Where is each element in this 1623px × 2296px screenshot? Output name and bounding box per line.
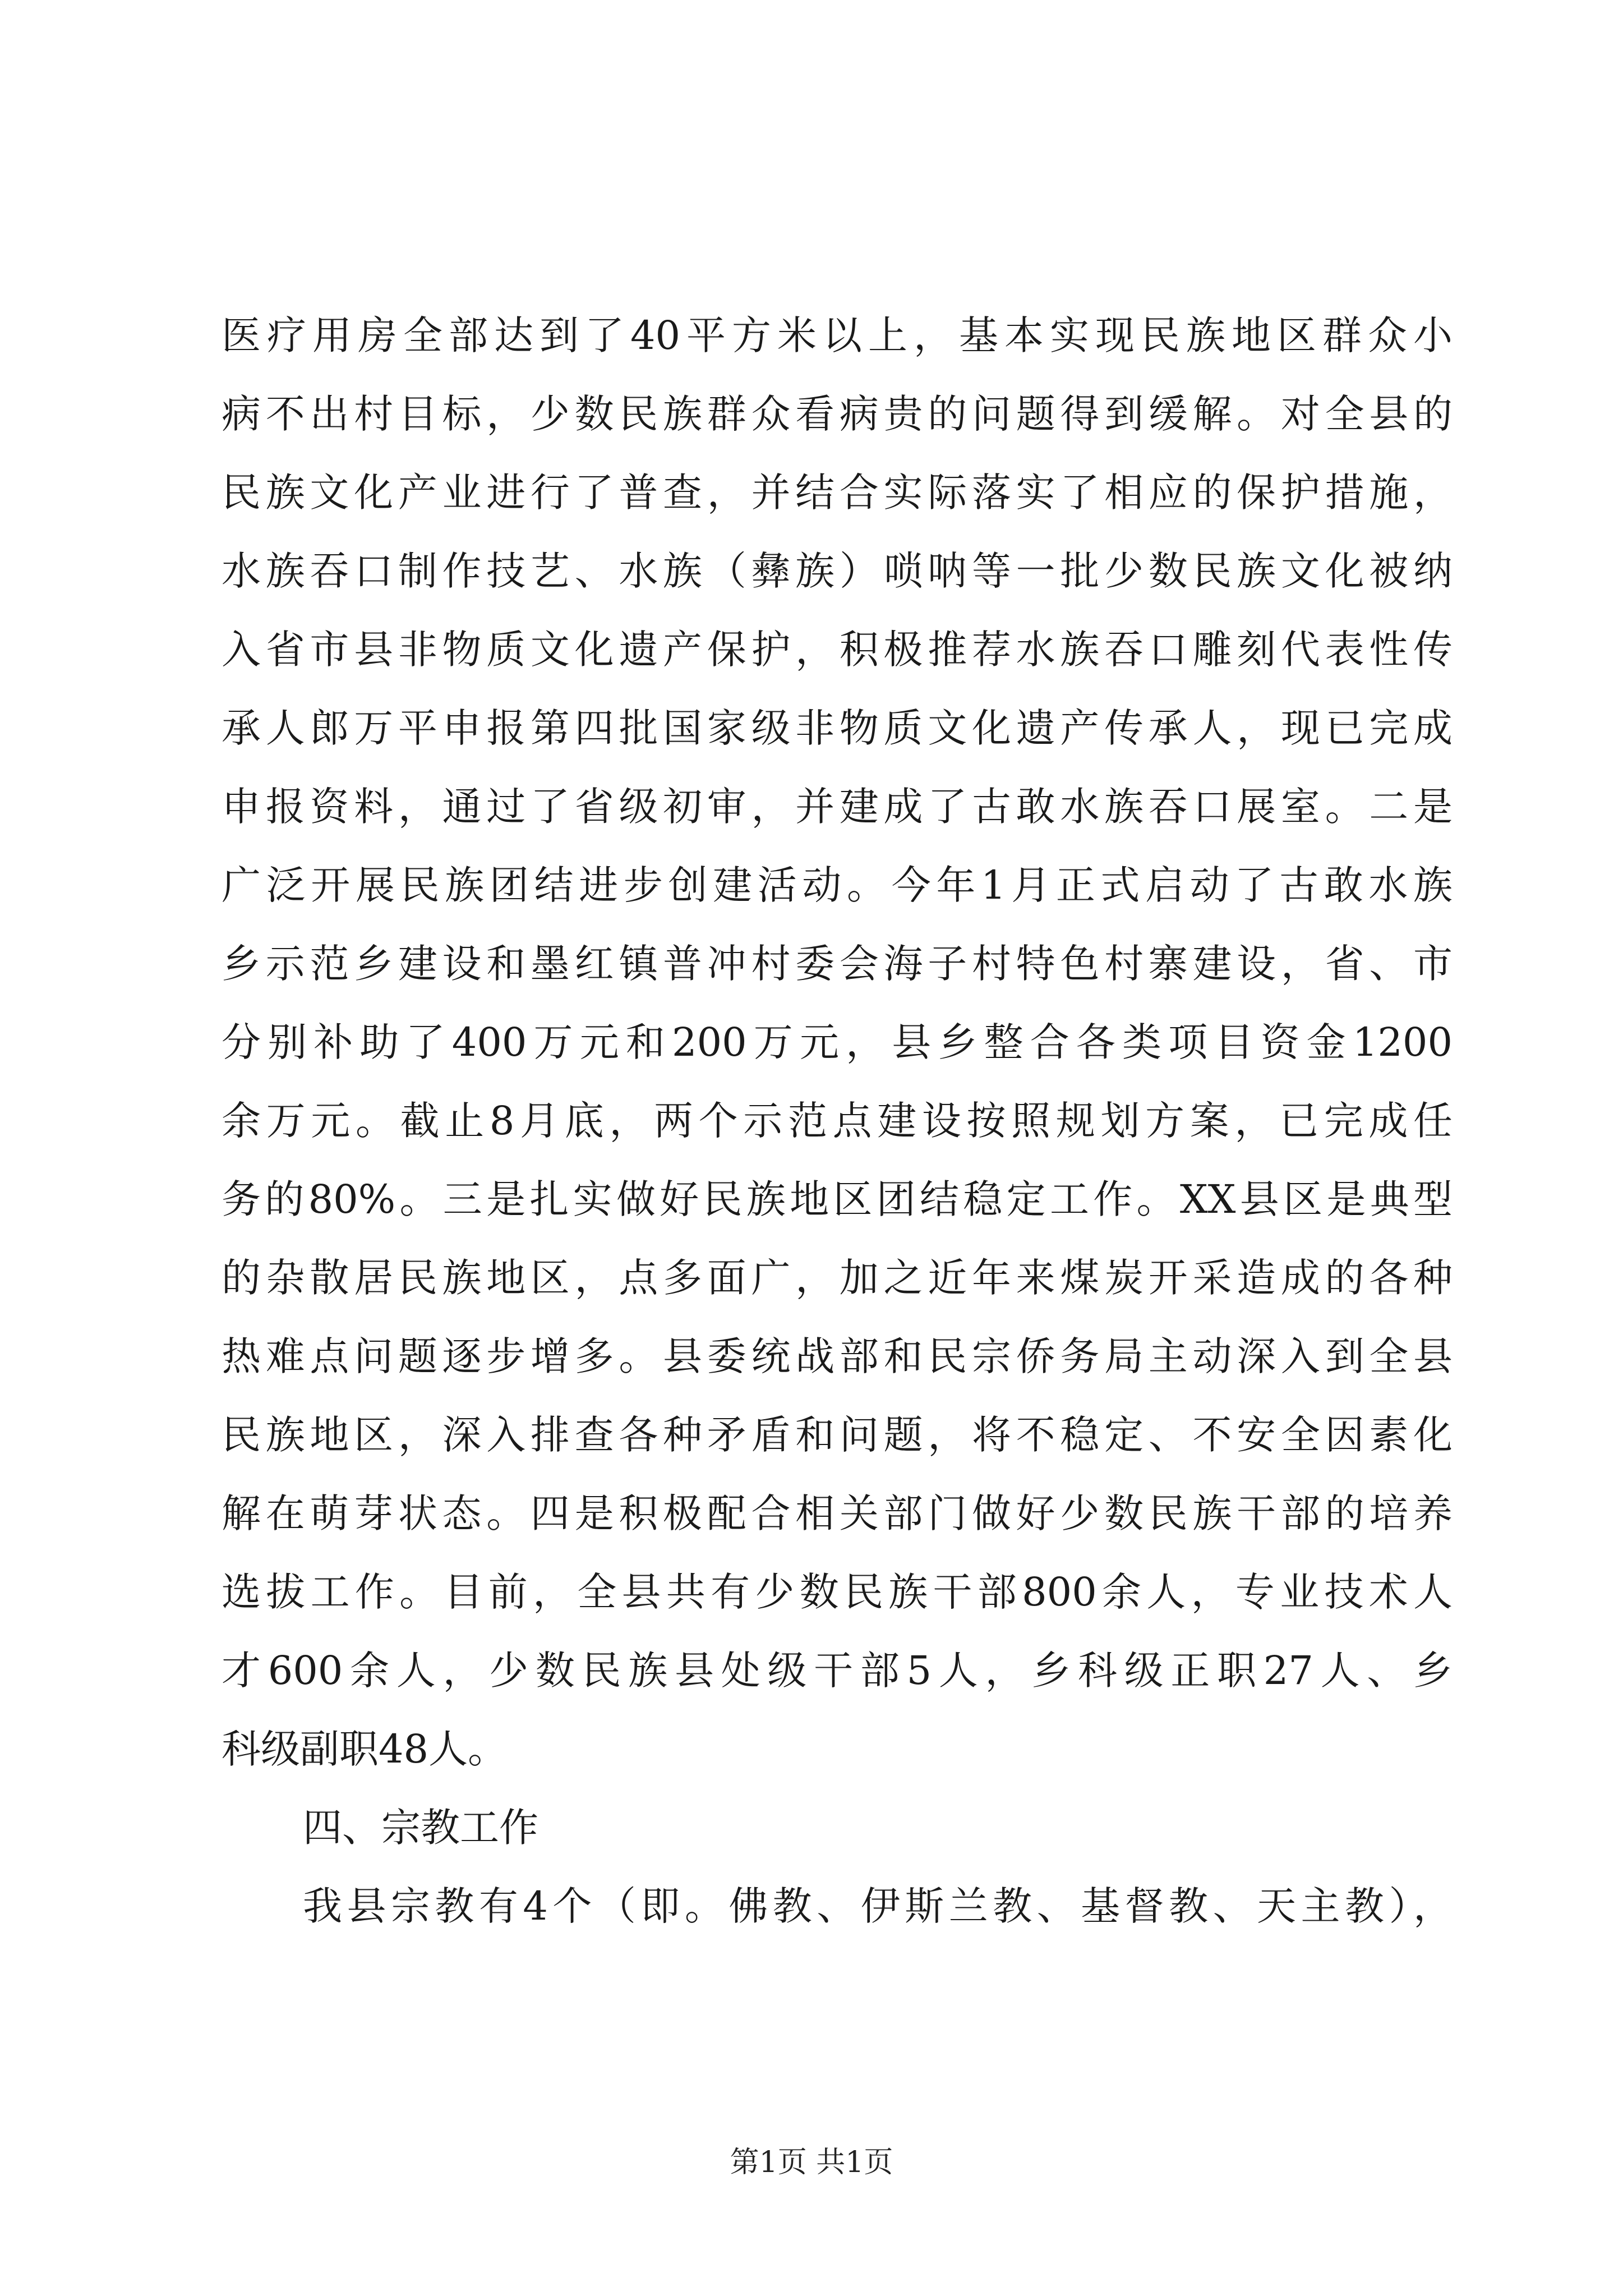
text-line: 乡示范乡建设和墨红镇普冲村委会海子村特色村寨建设，省、市	[222, 941, 1453, 987]
text-line: 热难点问题逐步增多。县委统战部和民宗侨务局主动深入到全县	[222, 1333, 1453, 1379]
text-line: 入省市县非物质文化遗产保护，积极推荐水族吞口雕刻代表性传	[222, 627, 1453, 673]
text-line: 分别补助了400万元和200万元，县乡整合各类项目资金1200	[222, 1019, 1453, 1065]
text-line: 选拔工作。目前，全县共有少数民族干部800余人，专业技术人	[222, 1569, 1453, 1615]
text-line: 余万元。截止8月底，两个示范点建设按照规划方案，已完成任	[222, 1098, 1453, 1144]
text-line: 广泛开展民族团结进步创建活动。今年1月正式启动了古敢水族	[222, 862, 1453, 908]
text-line: 务的80%。三是扎实做好民族地区团结稳定工作。XX县区是典型	[222, 1176, 1453, 1222]
text-line: 申报资料，通过了省级初审，并建成了古敢水族吞口展室。二是	[222, 784, 1453, 830]
text-line: 承人郎万平申报第四批国家级非物质文化遗产传承人，现已完成	[222, 705, 1453, 751]
page-footer: 第1页 共1页	[730, 2146, 893, 2179]
text-line: 水族吞口制作技艺、水族（彝族）唢呐等一批少数民族文化被纳	[222, 548, 1453, 594]
text-line: 解在萌芽状态。四是积极配合相关部门做好少数民族干部的培养	[222, 1490, 1453, 1536]
text-line: 我县宗教有4个（即。佛教、伊斯兰教、基督教、天主教），	[303, 1883, 1453, 1929]
text-line: 病不出村目标，少数民族群众看病贵的问题得到缓解。对全县的	[222, 391, 1453, 437]
section-heading: 四、宗教工作	[303, 1805, 538, 1851]
text-line: 民族文化产业进行了普查，并结合实际落实了相应的保护措施，	[222, 470, 1453, 516]
text-line: 医疗用房全部达到了40平方米以上，基本实现民族地区群众小	[222, 312, 1453, 358]
text-line: 才600余人，少数民族县处级干部5人，乡科级正职27人、乡	[222, 1648, 1453, 1694]
text-line: 的杂散居民族地区，点多面广，加之近年来煤炭开采造成的各种	[222, 1255, 1453, 1301]
text-line: 民族地区，深入排查各种矛盾和问题，将不稳定、不安全因素化	[222, 1412, 1453, 1458]
text-line: 科级副职48人。	[222, 1726, 508, 1772]
